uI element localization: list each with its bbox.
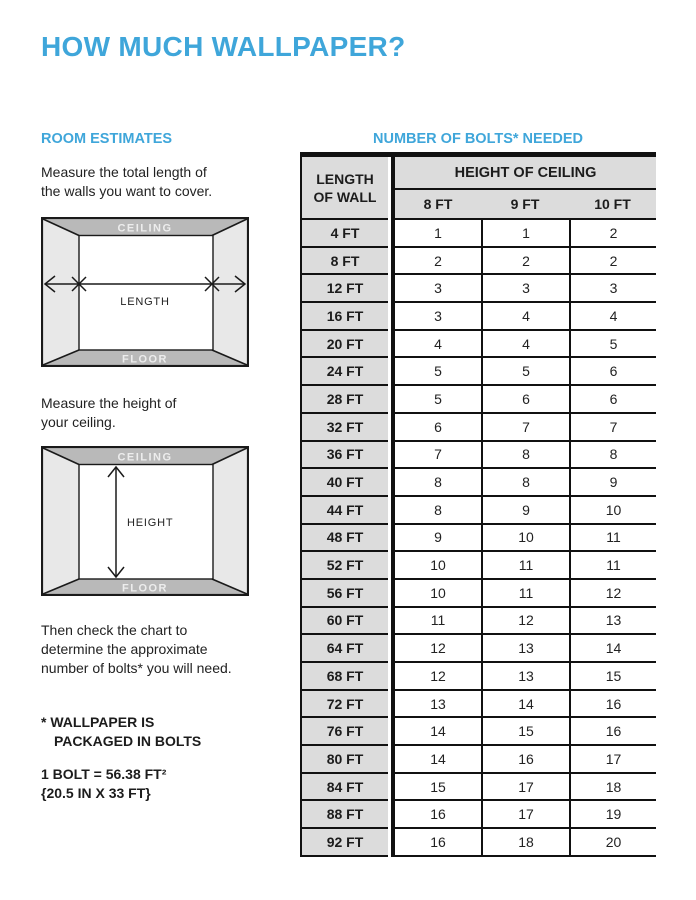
bolt-count-cell: 9: [395, 525, 481, 553]
row-header-wall-length: 60 FT: [300, 608, 388, 636]
row-header-wall-length: 32 FT: [300, 414, 388, 442]
row-header-wall-length: 44 FT: [300, 497, 388, 525]
bolt-spec-line: 1 BOLT = 56.38 FT²: [41, 766, 167, 782]
footnote-line: * WALLPAPER IS: [41, 714, 155, 730]
bolt-count-cell: 8: [395, 497, 481, 525]
bolt-count-cell: 5: [481, 358, 569, 386]
bolt-count-cell: 12: [481, 608, 569, 636]
row-header-wall-length: 68 FT: [300, 663, 388, 691]
group-header-height-of-ceiling: HEIGHT OF CEILING: [395, 157, 656, 190]
bolt-count-cell: 6: [569, 386, 656, 414]
bolt-count-cell: 4: [569, 303, 656, 331]
bolt-count-cell: 5: [569, 331, 656, 359]
bolt-count-cell: 2: [481, 248, 569, 276]
bolt-count-cell: 11: [569, 552, 656, 580]
row-header-wall-length: 8 FT: [300, 248, 388, 276]
bolt-count-cell: 16: [569, 718, 656, 746]
bolt-count-cell: 6: [395, 414, 481, 442]
bolt-count-cell: 17: [481, 774, 569, 802]
bolt-count-cell: 15: [481, 718, 569, 746]
bolt-count-cell: 10: [569, 497, 656, 525]
row-header-wall-length: 52 FT: [300, 552, 388, 580]
bolt-count-cell: 14: [569, 635, 656, 663]
bolt-size-spec: [41, 765, 301, 803]
bolt-count-cell: 4: [481, 331, 569, 359]
bolt-count-cell: 8: [481, 469, 569, 497]
row-header-wall-length: 56 FT: [300, 580, 388, 608]
bolt-count-cell: 16: [569, 691, 656, 719]
length-label: LENGTH: [120, 296, 170, 308]
bolt-count-cell: 16: [395, 801, 481, 829]
bolt-count-cell: 11: [481, 580, 569, 608]
bolt-count-cell: 2: [569, 220, 656, 248]
page-title: HOW MUCH WALLPAPER?: [41, 31, 406, 62]
bolt-count-cell: 2: [569, 248, 656, 276]
bolt-count-cell: 14: [481, 691, 569, 719]
ceiling-label: CEILING: [117, 451, 173, 464]
bolt-count-cell: 16: [481, 746, 569, 774]
bolt-count-cell: 7: [481, 414, 569, 442]
instruction-line: your ceiling.: [41, 414, 116, 430]
corner-header-line: OF WALL: [313, 188, 377, 205]
row-header-wall-length: 48 FT: [300, 525, 388, 553]
bolt-count-cell: 15: [395, 774, 481, 802]
bolt-count-cell: 10: [481, 525, 569, 553]
bolt-count-cell: 1: [481, 220, 569, 248]
bolt-count-cell: 3: [481, 275, 569, 303]
bolt-count-cell: 4: [395, 331, 481, 359]
instruction-line: Then check the chart to: [41, 622, 188, 638]
bolt-count-cell: 6: [569, 358, 656, 386]
instruction-line: number of bolts* you will need.: [41, 660, 232, 676]
wallpaper-bolts-footnote: [41, 713, 301, 751]
corner-header-length-of-wall: [300, 157, 388, 220]
bolt-count-cell: 9: [569, 469, 656, 497]
room-estimates-section: [41, 131, 301, 803]
row-header-wall-length: 36 FT: [300, 442, 388, 470]
bolt-count-cell: 12: [395, 663, 481, 691]
bolt-count-cell: 3: [569, 275, 656, 303]
bolt-count-cell: 7: [395, 442, 481, 470]
ceiling-label: CEILING: [117, 222, 173, 235]
bolt-count-cell: 13: [569, 608, 656, 636]
bolt-count-cell: 2: [395, 248, 481, 276]
bolt-count-cell: 4: [481, 303, 569, 331]
bolt-count-cell: 13: [395, 691, 481, 719]
bolt-count-cell: 18: [481, 829, 569, 857]
bolt-count-cell: 18: [569, 774, 656, 802]
room-length-diagram: [41, 217, 249, 367]
column-header-8ft: 8 FT: [395, 190, 481, 220]
row-header-wall-length: 80 FT: [300, 746, 388, 774]
row-header-wall-length: 84 FT: [300, 774, 388, 802]
bolt-count-cell: 3: [395, 303, 481, 331]
bolt-count-cell: 11: [395, 608, 481, 636]
bolt-count-cell: 11: [481, 552, 569, 580]
row-header-wall-length: 16 FT: [300, 303, 388, 331]
instruction-measure-length: [41, 163, 301, 201]
bolt-count-cell: 3: [395, 275, 481, 303]
instruction-check-chart: [41, 621, 301, 678]
bolt-count-cell: 11: [569, 525, 656, 553]
back-wall: [79, 236, 213, 351]
row-header-wall-length: 40 FT: [300, 469, 388, 497]
bolt-spec-line: {20.5 IN X 33 FT}: [41, 785, 151, 801]
bolt-count-cell: 9: [481, 497, 569, 525]
bolt-count-cell: 6: [481, 386, 569, 414]
height-label: HEIGHT: [127, 517, 174, 529]
row-header-wall-length: 20 FT: [300, 331, 388, 359]
column-header-10ft: 10 FT: [569, 190, 656, 220]
bolt-count-cell: 20: [569, 829, 656, 857]
bolt-count-cell: 17: [569, 746, 656, 774]
row-header-wall-length: 24 FT: [300, 358, 388, 386]
bolt-count-cell: 8: [481, 442, 569, 470]
bolt-count-cell: 10: [395, 552, 481, 580]
bolt-count-cell: 17: [481, 801, 569, 829]
row-header-wall-length: 4 FT: [300, 220, 388, 248]
footnote-line: PACKAGED IN BOLTS: [54, 733, 202, 749]
row-header-wall-length: 12 FT: [300, 275, 388, 303]
instruction-line: determine the approximate: [41, 641, 208, 657]
instruction-line: Measure the height of: [41, 395, 177, 411]
bolt-count-cell: 8: [395, 469, 481, 497]
bolt-count-cell: 5: [395, 358, 481, 386]
row-header-wall-length: 76 FT: [300, 718, 388, 746]
instruction-measure-height: [41, 394, 301, 432]
bolts-table: [300, 152, 656, 857]
bolt-count-cell: 19: [569, 801, 656, 829]
row-header-wall-length: 88 FT: [300, 801, 388, 829]
instruction-line: Measure the total length of: [41, 164, 207, 180]
bolt-count-cell: 14: [395, 718, 481, 746]
row-header-wall-length: 64 FT: [300, 635, 388, 663]
row-header-wall-length: 92 FT: [300, 829, 388, 857]
bolt-count-cell: 15: [569, 663, 656, 691]
bolt-count-cell: 13: [481, 663, 569, 691]
bolts-table-heading: NUMBER OF BOLTS* NEEDED: [373, 131, 583, 147]
bolt-count-cell: 10: [395, 580, 481, 608]
bolt-count-cell: 1: [395, 220, 481, 248]
row-header-wall-length: 28 FT: [300, 386, 388, 414]
bolt-count-cell: 12: [395, 635, 481, 663]
floor-label: FLOOR: [122, 582, 168, 595]
row-header-wall-length: 72 FT: [300, 691, 388, 719]
bolt-count-cell: 8: [569, 442, 656, 470]
bolt-count-cell: 5: [395, 386, 481, 414]
bolt-count-cell: 16: [395, 829, 481, 857]
room-height-diagram: [41, 446, 249, 596]
bolt-count-cell: 7: [569, 414, 656, 442]
bolt-count-cell: 12: [569, 580, 656, 608]
instruction-line: the walls you want to cover.: [41, 183, 213, 199]
room-estimates-heading: ROOM ESTIMATES: [41, 131, 173, 147]
corner-header-line: LENGTH: [316, 170, 374, 187]
bolt-count-cell: 13: [481, 635, 569, 663]
floor-label: FLOOR: [122, 353, 168, 366]
bolts-needed-section: [300, 131, 656, 857]
bolt-count-cell: 14: [395, 746, 481, 774]
column-header-9ft: 9 FT: [481, 190, 569, 220]
